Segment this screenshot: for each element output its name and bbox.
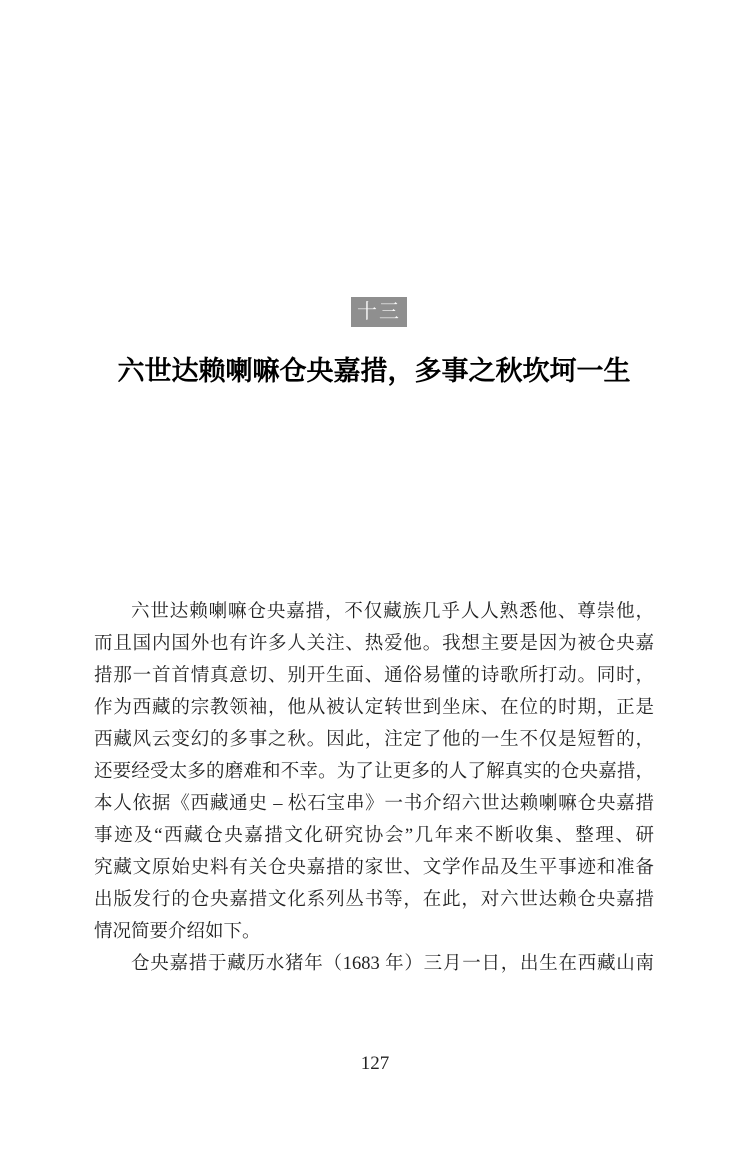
page-number: 127 — [360, 1053, 390, 1074]
chapter-title: 六世达赖喇嘛仓央嘉措，多事之秋坎坷一生 — [117, 356, 631, 386]
body-text-line: 西藏风云变幻的多事之秋。因此，注定了他的一生不仅是短暂的， — [94, 730, 654, 750]
body-text-line: 而且国内国外也有许多人关注、热爱他。我想主要是因为被仓央嘉 — [94, 634, 654, 654]
body-text-line: 还要经受太多的磨难和不幸。为了让更多的人了解真实的仓央嘉措， — [94, 762, 654, 782]
body-text-line: 情况简要介绍如下。 — [94, 922, 261, 942]
body-text-line: 事迹及“西藏仓央嘉措文化研究协会”几年来不断收集、整理、研 — [94, 826, 654, 846]
body-text-line: 六世达赖喇嘛仓央嘉措，不仅藏族几乎人人熟悉他、尊崇他， — [131, 602, 654, 622]
body-text-line: 作为西藏的宗教领袖，他从被认定转世到坐床、在位的时期，正是 — [94, 698, 654, 718]
body-text-line: 究藏文原始史料有关仓央嘉措的家世、文学作品及生平事迹和准备 — [94, 858, 654, 878]
body-text-line: 仓央嘉措于藏历水猪年（1683 年）三月一日，出生在西藏山南 — [131, 954, 654, 974]
body-text-line: 本人依据《西藏通史 – 松石宝串》一书介绍六世达赖喇嘛仓央嘉措 — [94, 794, 654, 814]
body-text-line: 措那一首首情真意切、别开生面、通俗易懂的诗歌所打动。同时， — [94, 666, 654, 686]
body-text — [94, 596, 654, 980]
chapter-number-badge: 十三 — [351, 297, 407, 327]
body-text-line: 出版发行的仓央嘉措文化系列丛书等，在此，对六世达赖仓央嘉措 — [94, 890, 654, 910]
